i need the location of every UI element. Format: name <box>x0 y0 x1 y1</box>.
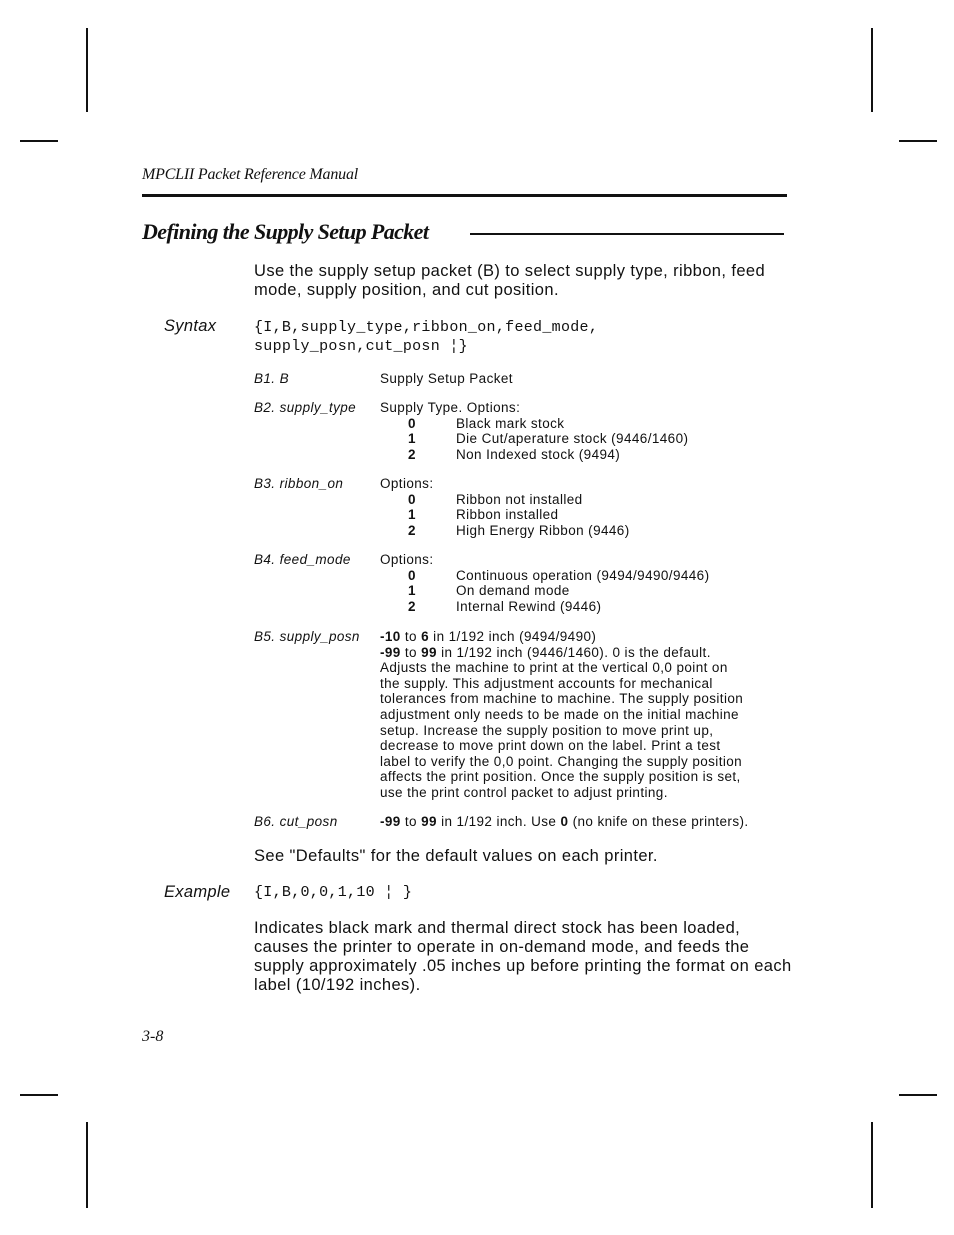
crop-mark-top-left-vertical <box>86 28 88 112</box>
range-to: to <box>404 644 417 660</box>
option-row <box>380 416 790 432</box>
option-text: Non Indexed stock (9494) <box>456 446 621 462</box>
section-title: Defining the Supply Setup Packet <box>142 219 429 244</box>
option-code: 0 <box>408 567 416 583</box>
crop-mark-bottom-left-vertical <box>86 1122 88 1208</box>
intro-paragraph: Use the supply setup packet (B) to select supply type, ribbon, feed mode, supply position, and cut position. <box>254 262 766 299</box>
example-description: Indicates black mark and thermal direct stock has been loaded, causes the printer to operate in on-demand mode, and feeds the supply approximately .05 inches up before printing the format on each label (10/192 inches). <box>254 919 792 994</box>
option-row <box>380 447 790 463</box>
range-max: 99 <box>421 644 437 660</box>
range-to: to <box>404 629 417 644</box>
option-text: Continuous operation (9494/9490/9446) <box>456 567 710 583</box>
option-code: 2 <box>408 598 416 614</box>
option-code: 0 <box>408 491 416 507</box>
option-row <box>380 492 790 508</box>
param-desc-b6 <box>380 814 800 830</box>
syntax-label: Syntax <box>164 317 217 335</box>
page-number: 3-8 <box>142 1028 164 1045</box>
param-desc-b4 <box>380 552 790 614</box>
desc-line: adjustment only needs to be made on the initial machine <box>380 706 739 722</box>
option-row <box>380 583 790 599</box>
desc-line: decrease to move print down on the label. Print a test <box>380 738 721 754</box>
syntax-line-2: supply_posn,cut_posn ¦} <box>254 338 468 355</box>
option-row <box>380 523 790 539</box>
desc-line: affects the print position. Once the supply position is set, <box>380 769 741 785</box>
desc-line: label to verify the 0,0 point. Changing the supply position <box>380 753 743 769</box>
option-code: 2 <box>408 522 416 538</box>
range-min: -10 <box>380 629 401 644</box>
option-text: Die Cut/aperature stock (9446/1460) <box>456 431 689 447</box>
range-rest: in 1/192 inch (9494/9490) <box>433 629 597 644</box>
option-row <box>380 507 790 523</box>
param-name-b4: B4. feed_mode <box>254 552 351 567</box>
crop-mark-top-left-horizontal <box>20 140 58 142</box>
header-rule <box>142 194 787 197</box>
crop-mark-bottom-left-horizontal <box>20 1094 58 1096</box>
range-min: -99 <box>380 644 401 660</box>
option-text: High Energy Ribbon (9446) <box>456 522 630 538</box>
option-text: Ribbon not installed <box>456 491 583 507</box>
option-code: 1 <box>408 583 416 599</box>
option-row <box>380 431 790 447</box>
param-name-b2: B2. supply_type <box>254 400 357 415</box>
param-desc-b5 <box>380 629 790 801</box>
option-text: On demand mode <box>456 583 570 599</box>
option-code: 0 <box>408 415 416 431</box>
range-rest: in 1/192 inch (9446/1460). 0 is the default. <box>441 644 711 660</box>
syntax-code <box>254 318 794 356</box>
param-name-b3: B3. ribbon_on <box>254 476 344 491</box>
crop-mark-top-right-horizontal <box>899 140 937 142</box>
param-options-header: Options: <box>380 476 434 491</box>
option-text: Internal Rewind (9446) <box>456 598 602 614</box>
desc-line: Adjusts the machine to print at the vertical 0,0 point on <box>380 660 728 676</box>
param-desc-b1: Supply Setup Packet <box>380 371 513 386</box>
range-max: 99 <box>421 814 437 829</box>
range-min: -99 <box>380 814 401 829</box>
param-options-header: Supply Type. Options: <box>380 400 521 415</box>
range-line-1 <box>380 629 790 645</box>
example-code: {I,B,0,0,1,10 ¦ } <box>254 884 413 901</box>
crop-mark-bottom-right-vertical <box>871 1122 873 1208</box>
param-desc-b2 <box>380 400 790 462</box>
desc-line: tolerances from machine to machine. The supply position <box>380 691 744 707</box>
crop-mark-top-right-vertical <box>871 28 873 112</box>
option-row <box>380 568 790 584</box>
desc-line: use the print control packet to adjust printing. <box>380 784 668 800</box>
range-mid: in 1/192 inch. Use <box>441 814 557 829</box>
param-name-b6: B6. cut_posn <box>254 814 338 829</box>
range-to: to <box>404 814 417 829</box>
option-code: 1 <box>408 507 416 523</box>
param-desc-b3 <box>380 476 790 538</box>
option-code: 1 <box>408 431 416 447</box>
desc-line: setup. Increase the supply position to move print up, <box>380 722 714 738</box>
title-rule <box>470 233 784 235</box>
range-line-2 <box>380 645 790 661</box>
syntax-line-1: {I,B,supply_type,ribbon_on,feed_mode, <box>254 319 599 336</box>
zero-value: 0 <box>560 814 569 829</box>
range-rest: (no knife on these printers). <box>572 814 749 829</box>
param-options-header: Options: <box>380 552 434 567</box>
option-code: 2 <box>408 446 416 462</box>
option-row <box>380 599 790 615</box>
param-name-b1: B1. B <box>254 371 290 386</box>
running-header: MPCLII Packet Reference Manual <box>142 166 358 183</box>
option-text: Black mark stock <box>456 415 565 431</box>
crop-mark-bottom-right-horizontal <box>899 1094 937 1096</box>
defaults-note: See "Defaults" for the default values on each printer. <box>254 847 658 865</box>
example-label: Example <box>164 883 231 901</box>
param-name-b5: B5. supply_posn <box>254 629 360 644</box>
option-text: Ribbon installed <box>456 507 559 523</box>
range-max: 6 <box>421 629 430 644</box>
desc-line: the supply. This adjustment accounts for mechanical <box>380 675 713 691</box>
